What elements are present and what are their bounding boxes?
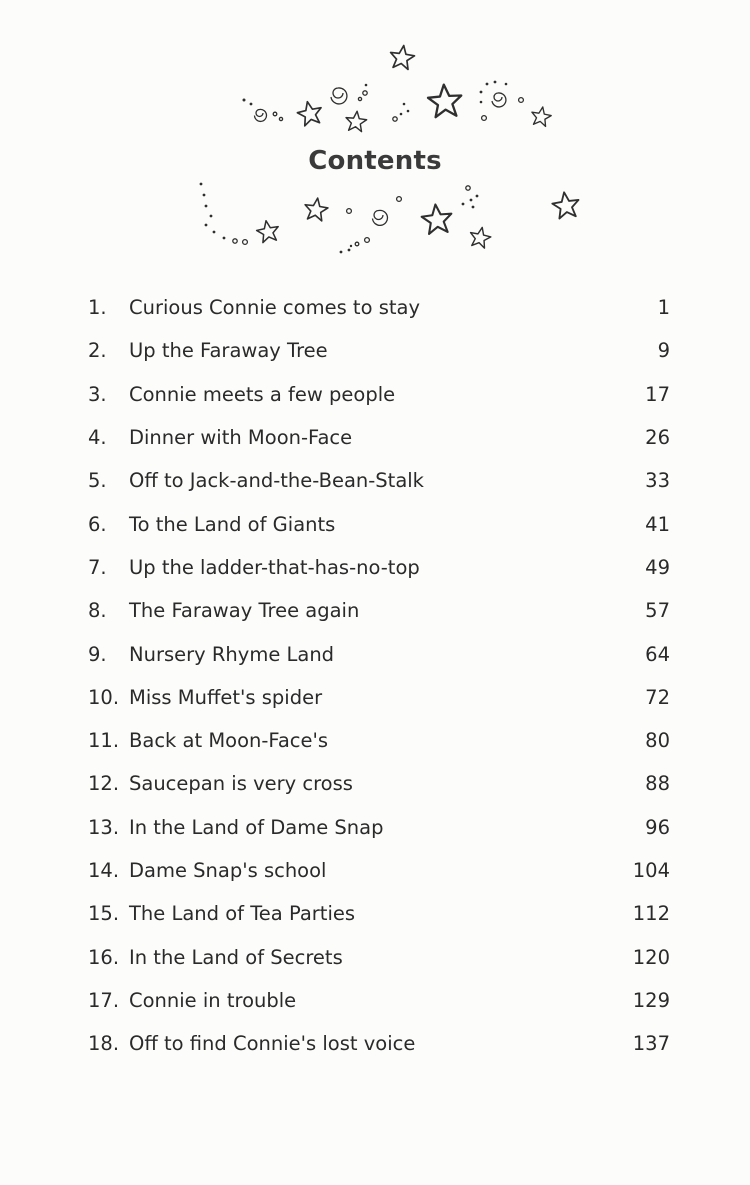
chapter-title: Back at Moon-Face's xyxy=(129,729,329,753)
page-number: 41 xyxy=(645,512,670,536)
chapter-title: The Land of Tea Parties xyxy=(129,902,356,926)
star-icon xyxy=(530,105,553,127)
chapter-title: In the Land of Dame Snap xyxy=(129,815,384,839)
chapter-title: The Faraway Tree again xyxy=(129,599,360,623)
page-title: Contents xyxy=(308,146,442,176)
page-number: 137 xyxy=(632,1032,670,1056)
toc-entry xyxy=(88,502,670,545)
toc-entry xyxy=(88,762,670,805)
chapter-number: 4. xyxy=(88,426,107,450)
star-icon xyxy=(303,197,329,222)
toc-entry xyxy=(88,373,670,416)
toc-entry xyxy=(88,935,670,978)
chapter-title: Nursery Rhyme Land xyxy=(129,642,335,666)
toc-entry xyxy=(88,806,670,849)
chapter-number: 7. xyxy=(88,555,107,579)
toc-entry xyxy=(88,632,670,675)
page-number: 33 xyxy=(645,469,670,493)
toc-entry xyxy=(88,676,670,719)
chapter-number: 6. xyxy=(88,512,107,536)
chapter-title: Miss Muffet's spider xyxy=(129,685,323,709)
chapter-number: 15. xyxy=(88,902,120,926)
toc-entry xyxy=(88,589,670,632)
toc-entry xyxy=(88,459,670,502)
chapter-title: Connie meets a few people xyxy=(129,382,396,406)
chapter-number: 1. xyxy=(88,296,107,320)
page-number: 112 xyxy=(632,902,670,926)
chapter-title: Curious Connie comes to stay xyxy=(129,296,421,320)
page-number: 80 xyxy=(645,729,670,753)
star-icon xyxy=(255,219,280,243)
page-number: 9 xyxy=(657,339,670,363)
page-number: 72 xyxy=(645,685,670,709)
chapter-number: 14. xyxy=(88,859,120,882)
chapter-number: 18. xyxy=(88,1032,120,1056)
swirl-icon xyxy=(492,93,506,107)
chapter-number: 5. xyxy=(88,469,107,493)
page-number: 1 xyxy=(657,296,670,320)
toc-entry xyxy=(88,979,670,1022)
swirl-icon xyxy=(373,210,388,225)
page-number: 26 xyxy=(645,426,670,450)
star-icon xyxy=(468,225,492,249)
chapter-number: 12. xyxy=(88,772,120,796)
toc-entry xyxy=(88,546,670,589)
page-number: 88 xyxy=(645,772,670,796)
toc-entry xyxy=(88,892,670,935)
chapter-number: 10. xyxy=(88,685,120,709)
chapter-title: To the Land of Giants xyxy=(129,512,336,536)
page-number: 104 xyxy=(632,859,670,882)
star-icon xyxy=(427,83,462,117)
page-number: 64 xyxy=(645,642,670,666)
chapter-title: Dame Snap's school xyxy=(129,859,327,882)
toc-entry xyxy=(88,719,670,762)
page-number: 57 xyxy=(645,599,670,623)
toc-entry xyxy=(88,416,670,459)
chapter-number: 16. xyxy=(88,945,120,969)
toc-entry xyxy=(88,1022,670,1065)
chapter-title: In the Land of Secrets xyxy=(129,945,343,969)
page-number: 96 xyxy=(645,815,670,839)
swirl-icon xyxy=(331,88,347,104)
chapter-title: Up the ladder-that-has-no-top xyxy=(129,555,420,579)
chapter-number: 8. xyxy=(88,599,107,623)
chapter-number: 17. xyxy=(88,988,120,1012)
chapter-number: 3. xyxy=(88,382,107,406)
chapter-title: Connie in trouble xyxy=(129,988,297,1012)
chapter-title: Up the Faraway Tree xyxy=(129,339,328,363)
star-icon xyxy=(551,190,581,219)
chapter-number: 2. xyxy=(88,339,107,363)
toc-entry xyxy=(88,849,670,892)
table-of-contents xyxy=(88,286,670,1065)
chapter-title: Off to find Connie's lost voice xyxy=(129,1032,416,1056)
star-icon xyxy=(345,110,368,132)
chapter-number: 9. xyxy=(88,642,107,666)
chapter-number: 11. xyxy=(88,729,120,753)
chapter-title: Dinner with Moon-Face xyxy=(129,426,353,450)
page-number: 49 xyxy=(645,555,670,579)
page-number: 129 xyxy=(632,988,670,1012)
star-icon xyxy=(389,44,416,70)
chapter-number: 13. xyxy=(88,815,120,839)
chapter-title: Saucepan is very cross xyxy=(129,772,353,796)
toc-entry xyxy=(88,286,670,329)
swirl-icon xyxy=(255,109,267,121)
page-number: 17 xyxy=(645,382,670,406)
toc-entry xyxy=(88,329,670,372)
chapter-title: Off to Jack-and-the-Bean-Stalk xyxy=(129,469,424,493)
page-number: 120 xyxy=(632,945,670,969)
star-icon xyxy=(296,99,324,127)
star-ornament xyxy=(0,0,750,280)
star-icon xyxy=(421,203,454,235)
